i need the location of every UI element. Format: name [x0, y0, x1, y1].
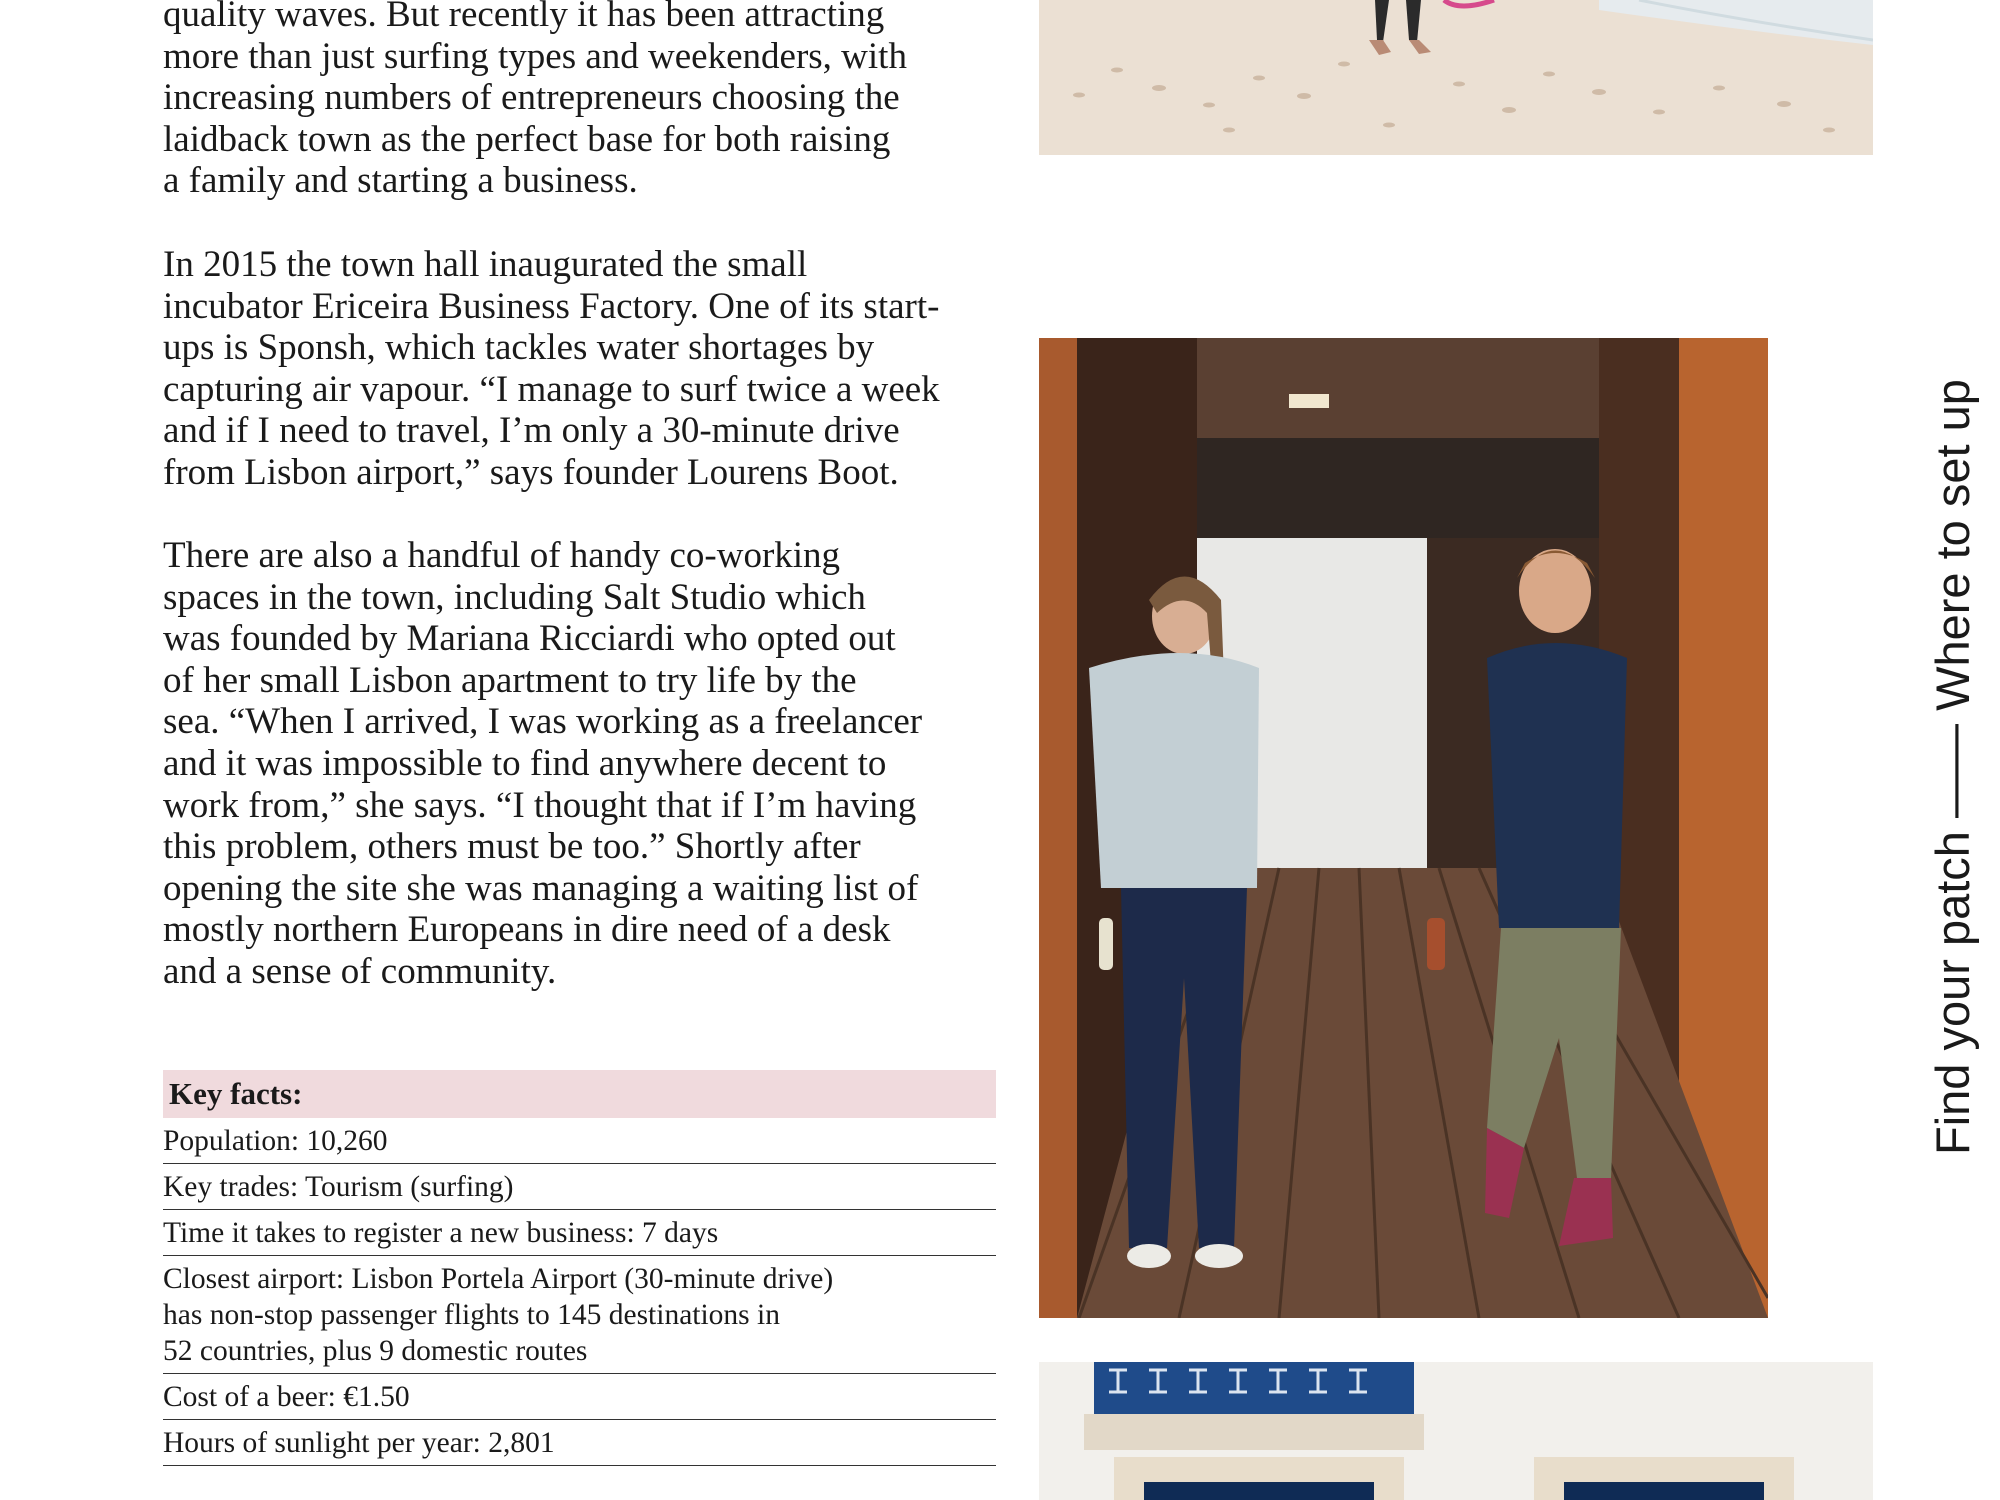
text-line: a family and starting a business. [163, 160, 638, 202]
text-line: ups is Sponsh, which tackles water shortages by [163, 327, 875, 369]
fact-text: Closest airport: Lisbon Portela Airport (30-minute drive) [163, 1263, 834, 1295]
fact-registration-time [163, 1210, 996, 1256]
fact-text: 52 countries, plus 9 domestic routes [163, 1335, 588, 1367]
section-running-head [1925, 379, 1980, 1155]
beach-photo-art [1039, 0, 1873, 155]
fact-closest-airport [163, 1256, 996, 1374]
text-line: sea. “When I arrived, I was working as a freelancer [163, 701, 923, 743]
text-line: more than just surfing types and weekenders, with [163, 35, 907, 77]
founders-photo [1039, 338, 1768, 1318]
text-line: capturing air vapour. “I manage to surf twice a week [163, 368, 940, 410]
fact-text: Cost of a beer: €1.50 [163, 1381, 410, 1413]
text-line: incubator Ericeira Business Factory. One of its start- [163, 285, 940, 327]
fact-sunlight-hours [163, 1420, 996, 1466]
building-photo-art [1039, 1362, 1873, 1500]
text-line: and a sense of community. [163, 950, 557, 992]
fact-text: has non-stop passenger flights to 145 destinations in [163, 1299, 780, 1331]
fact-text: Time it takes to register a new business: 7 days [163, 1217, 719, 1249]
fact-text: Population: 10,260 [163, 1125, 388, 1157]
fact-text: Key trades: Tourism (surfing) [163, 1171, 514, 1203]
paragraph-1 [163, 0, 907, 202]
text-line: this problem, others must be too.” Shortly after [163, 826, 861, 868]
paragraph-2 [163, 244, 940, 494]
beach-photo [1039, 0, 1873, 155]
fact-population [163, 1118, 996, 1164]
text-line: opening the site she was managing a waiting list of [163, 867, 919, 909]
text-line: work from,” she says. “I thought that if I’m having [163, 784, 917, 826]
section-separator: —— [1926, 723, 1979, 818]
founders-photo-art [1039, 338, 1768, 1318]
section-title: Find your patch [1926, 831, 1979, 1155]
text-line: and it was impossible to find anywhere decent to [163, 742, 887, 784]
key-facts-box [163, 1070, 996, 1466]
building-photo [1039, 1362, 1873, 1500]
text-line: In 2015 the town hall inaugurated the small [163, 244, 808, 285]
text-line: increasing numbers of entrepreneurs choosing the [163, 77, 900, 119]
fact-text: Hours of sunlight per year: 2,801 [163, 1427, 555, 1459]
text-line: of her small Lisbon apartment to try life by the [163, 659, 857, 701]
fact-beer-cost [163, 1374, 996, 1420]
text-line: There are also a handful of handy co-working [163, 535, 841, 576]
text-line: mostly northern Europeans in dire need of a desk [163, 909, 891, 951]
text-line: from Lisbon airport,” says founder Lourens Boot. [163, 451, 899, 493]
text-line: and if I need to travel, I’m only a 30-minute drive [163, 410, 900, 452]
text-line: laidback town as the perfect base for both raising [163, 118, 891, 160]
fact-key-trades [163, 1164, 996, 1210]
subsection-title: Where to set up [1926, 379, 1979, 711]
text-line: spaces in the town, including Salt Studio which [163, 576, 866, 618]
paragraph-3 [163, 535, 922, 993]
text-line: quality waves. But recently it has been attracting [163, 0, 885, 35]
key-facts-heading: Key facts: [163, 1070, 996, 1118]
text-line: was founded by Mariana Ricciardi who opted out [163, 618, 896, 660]
